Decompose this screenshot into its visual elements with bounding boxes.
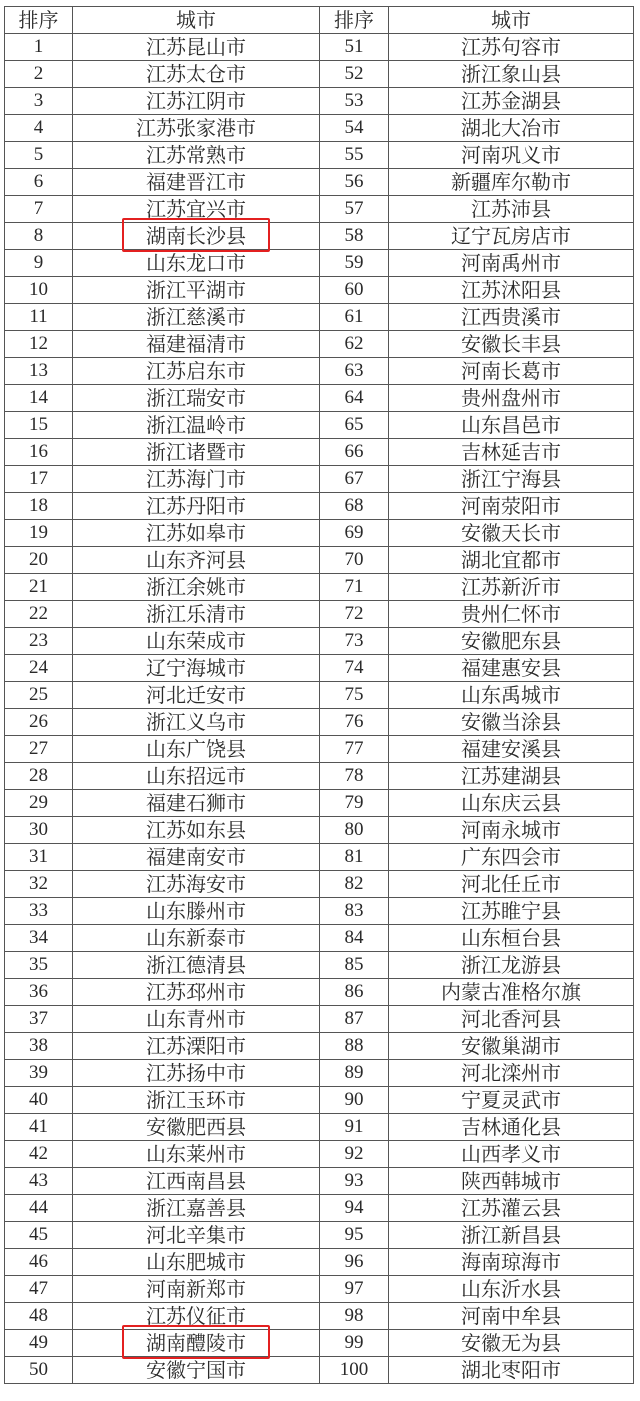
cell-city-left: 江苏海门市 xyxy=(73,466,320,493)
cell-rank-right: 57 xyxy=(320,196,389,223)
cell-rank-left: 6 xyxy=(5,169,73,196)
table-row xyxy=(5,547,634,574)
cell-rank-right: 62 xyxy=(320,331,389,358)
cell-rank-left: 49 xyxy=(5,1330,73,1357)
table-row xyxy=(5,601,634,628)
cell-city-right: 河南荥阳市 xyxy=(389,493,634,520)
cell-rank-left: 26 xyxy=(5,709,73,736)
highlight-box xyxy=(122,1325,270,1359)
cell-rank-left: 40 xyxy=(5,1087,73,1114)
table-row xyxy=(5,574,634,601)
cell-rank-left: 47 xyxy=(5,1276,73,1303)
table-row xyxy=(5,520,634,547)
table-row xyxy=(5,223,634,250)
cell-rank-right: 74 xyxy=(320,655,389,682)
cell-city-right: 山东禹城市 xyxy=(389,682,634,709)
table-row xyxy=(5,196,634,223)
cell-rank-left: 32 xyxy=(5,871,73,898)
cell-city-right: 福建安溪县 xyxy=(389,736,634,763)
cell-city-left: 河北迁安市 xyxy=(73,682,320,709)
header-city-right: 城市 xyxy=(389,7,634,34)
cell-city-right: 河南禹州市 xyxy=(389,250,634,277)
cell-rank-right: 52 xyxy=(320,61,389,88)
cell-rank-left: 50 xyxy=(5,1357,73,1384)
cell-city-right: 安徽肥东县 xyxy=(389,628,634,655)
cell-rank-right: 68 xyxy=(320,493,389,520)
table-row xyxy=(5,628,634,655)
cell-city-left: 江西南昌县 xyxy=(73,1168,320,1195)
table-row xyxy=(5,1060,634,1087)
cell-city-left: 浙江玉环市 xyxy=(73,1087,320,1114)
cell-city-right: 浙江龙游县 xyxy=(389,952,634,979)
cell-rank-right: 82 xyxy=(320,871,389,898)
table-row xyxy=(5,925,634,952)
cell-rank-right: 97 xyxy=(320,1276,389,1303)
cell-city-right: 江苏建湖县 xyxy=(389,763,634,790)
cell-city-left: 浙江嘉善县 xyxy=(73,1195,320,1222)
cell-rank-left: 8 xyxy=(5,223,73,250)
cell-rank-left: 24 xyxy=(5,655,73,682)
table-row xyxy=(5,331,634,358)
cell-rank-left: 39 xyxy=(5,1060,73,1087)
header-rank-right: 排序 xyxy=(320,7,389,34)
cell-rank-right: 78 xyxy=(320,763,389,790)
cell-rank-right: 88 xyxy=(320,1033,389,1060)
cell-city-left: 浙江慈溪市 xyxy=(73,304,320,331)
cell-city-left: 江苏宜兴市 xyxy=(73,196,320,223)
table-row xyxy=(5,682,634,709)
cell-city-right: 山东沂水县 xyxy=(389,1276,634,1303)
cell-city-right: 浙江宁海县 xyxy=(389,466,634,493)
cell-rank-right: 66 xyxy=(320,439,389,466)
table-body xyxy=(5,34,634,1384)
table-row xyxy=(5,1168,634,1195)
cell-city-left: 湖南长沙县 xyxy=(73,223,320,250)
cell-rank-left: 48 xyxy=(5,1303,73,1330)
cell-city-left: 江苏丹阳市 xyxy=(73,493,320,520)
table-row xyxy=(5,1087,634,1114)
cell-city-left: 山东荣成市 xyxy=(73,628,320,655)
cell-city-left: 浙江乐清市 xyxy=(73,601,320,628)
cell-rank-right: 76 xyxy=(320,709,389,736)
cell-city-left: 山东齐河县 xyxy=(73,547,320,574)
cell-city-left: 江苏仪征市 xyxy=(73,1303,320,1330)
cell-city-left: 山东莱州市 xyxy=(73,1141,320,1168)
table-row xyxy=(5,952,634,979)
cell-city-left: 安徽宁国市 xyxy=(73,1357,320,1384)
table-row xyxy=(5,655,634,682)
cell-city-right: 吉林通化县 xyxy=(389,1114,634,1141)
cell-city-right: 海南琼海市 xyxy=(389,1249,634,1276)
cell-rank-right: 60 xyxy=(320,277,389,304)
table-row xyxy=(5,790,634,817)
cell-rank-right: 91 xyxy=(320,1114,389,1141)
cell-rank-right: 100 xyxy=(320,1357,389,1384)
cell-city-right: 江苏灌云县 xyxy=(389,1195,634,1222)
table-row xyxy=(5,979,634,1006)
header-row xyxy=(5,7,634,34)
cell-rank-left: 10 xyxy=(5,277,73,304)
cell-city-left: 辽宁海城市 xyxy=(73,655,320,682)
cell-rank-right: 81 xyxy=(320,844,389,871)
cell-city-right: 浙江象山县 xyxy=(389,61,634,88)
cell-rank-right: 55 xyxy=(320,142,389,169)
cell-rank-right: 84 xyxy=(320,925,389,952)
table-row xyxy=(5,61,634,88)
cell-rank-right: 92 xyxy=(320,1141,389,1168)
cell-rank-right: 98 xyxy=(320,1303,389,1330)
cell-rank-right: 73 xyxy=(320,628,389,655)
cell-rank-right: 89 xyxy=(320,1060,389,1087)
cell-city-right: 河北滦州市 xyxy=(389,1060,634,1087)
cell-city-right: 江苏金湖县 xyxy=(389,88,634,115)
header-rank-left: 排序 xyxy=(5,7,73,34)
table-row xyxy=(5,1141,634,1168)
cell-rank-right: 94 xyxy=(320,1195,389,1222)
cell-city-right: 内蒙古准格尔旗 xyxy=(389,979,634,1006)
cell-rank-left: 22 xyxy=(5,601,73,628)
cell-rank-right: 79 xyxy=(320,790,389,817)
cell-city-right: 江苏句容市 xyxy=(389,34,634,61)
cell-rank-left: 30 xyxy=(5,817,73,844)
cell-rank-left: 17 xyxy=(5,466,73,493)
table-row xyxy=(5,1114,634,1141)
cell-city-left: 山东招远市 xyxy=(73,763,320,790)
cell-city-left: 浙江余姚市 xyxy=(73,574,320,601)
cell-rank-left: 15 xyxy=(5,412,73,439)
table-row xyxy=(5,1249,634,1276)
cell-city-left: 浙江瑞安市 xyxy=(73,385,320,412)
cell-city-right: 辽宁瓦房店市 xyxy=(389,223,634,250)
cell-rank-right: 69 xyxy=(320,520,389,547)
cell-city-left: 浙江诸暨市 xyxy=(73,439,320,466)
cell-city-right: 湖北宜都市 xyxy=(389,547,634,574)
cell-city-left: 江苏海安市 xyxy=(73,871,320,898)
table-row xyxy=(5,763,634,790)
cell-city-left: 江苏常熟市 xyxy=(73,142,320,169)
cell-rank-left: 16 xyxy=(5,439,73,466)
cell-city-right: 吉林延吉市 xyxy=(389,439,634,466)
cell-rank-right: 56 xyxy=(320,169,389,196)
table-row xyxy=(5,277,634,304)
cell-rank-right: 96 xyxy=(320,1249,389,1276)
cell-rank-right: 71 xyxy=(320,574,389,601)
cell-city-left: 浙江义乌市 xyxy=(73,709,320,736)
table-row xyxy=(5,34,634,61)
cell-rank-right: 59 xyxy=(320,250,389,277)
cell-rank-right: 77 xyxy=(320,736,389,763)
table-header xyxy=(5,7,634,34)
table-row xyxy=(5,439,634,466)
cell-rank-right: 86 xyxy=(320,979,389,1006)
table-row xyxy=(5,871,634,898)
table-row xyxy=(5,898,634,925)
cell-city-left: 山东广饶县 xyxy=(73,736,320,763)
table-row xyxy=(5,1303,634,1330)
cell-city-left: 江苏扬中市 xyxy=(73,1060,320,1087)
table-row xyxy=(5,1330,634,1357)
cell-city-left: 江苏太仓市 xyxy=(73,61,320,88)
cell-city-right: 河北任丘市 xyxy=(389,871,634,898)
cell-rank-right: 83 xyxy=(320,898,389,925)
ranking-table xyxy=(4,6,634,1384)
cell-city-left: 河北辛集市 xyxy=(73,1222,320,1249)
cell-rank-left: 25 xyxy=(5,682,73,709)
cell-city-left: 福建南安市 xyxy=(73,844,320,871)
table-row xyxy=(5,385,634,412)
cell-city-right: 河南中牟县 xyxy=(389,1303,634,1330)
cell-city-right: 河南永城市 xyxy=(389,817,634,844)
cell-rank-right: 58 xyxy=(320,223,389,250)
table-row xyxy=(5,142,634,169)
cell-rank-left: 38 xyxy=(5,1033,73,1060)
cell-rank-right: 75 xyxy=(320,682,389,709)
cell-rank-right: 93 xyxy=(320,1168,389,1195)
cell-rank-left: 19 xyxy=(5,520,73,547)
cell-rank-right: 85 xyxy=(320,952,389,979)
cell-city-right: 安徽当涂县 xyxy=(389,709,634,736)
cell-rank-right: 70 xyxy=(320,547,389,574)
cell-city-right: 安徽巢湖市 xyxy=(389,1033,634,1060)
cell-city-right: 湖北大冶市 xyxy=(389,115,634,142)
highlight-box xyxy=(122,218,270,252)
cell-rank-left: 33 xyxy=(5,898,73,925)
cell-rank-left: 18 xyxy=(5,493,73,520)
cell-rank-left: 3 xyxy=(5,88,73,115)
cell-rank-left: 13 xyxy=(5,358,73,385)
table-row xyxy=(5,709,634,736)
cell-rank-left: 45 xyxy=(5,1222,73,1249)
cell-rank-left: 42 xyxy=(5,1141,73,1168)
cell-rank-right: 53 xyxy=(320,88,389,115)
cell-city-right: 江苏新沂市 xyxy=(389,574,634,601)
cell-city-left: 江苏溧阳市 xyxy=(73,1033,320,1060)
cell-rank-right: 54 xyxy=(320,115,389,142)
cell-rank-left: 12 xyxy=(5,331,73,358)
cell-rank-left: 46 xyxy=(5,1249,73,1276)
cell-rank-left: 41 xyxy=(5,1114,73,1141)
header-city-left: 城市 xyxy=(73,7,320,34)
cell-city-left: 江苏邳州市 xyxy=(73,979,320,1006)
cell-city-right: 山西孝义市 xyxy=(389,1141,634,1168)
table-row xyxy=(5,304,634,331)
cell-city-right: 江苏沛县 xyxy=(389,196,634,223)
cell-city-left: 浙江平湖市 xyxy=(73,277,320,304)
cell-city-right: 山东桓台县 xyxy=(389,925,634,952)
cell-rank-left: 11 xyxy=(5,304,73,331)
table-row xyxy=(5,169,634,196)
cell-city-right: 江苏睢宁县 xyxy=(389,898,634,925)
cell-rank-left: 14 xyxy=(5,385,73,412)
table-row xyxy=(5,1357,634,1384)
cell-city-right: 福建惠安县 xyxy=(389,655,634,682)
cell-rank-left: 27 xyxy=(5,736,73,763)
cell-rank-left: 31 xyxy=(5,844,73,871)
cell-city-left: 福建石狮市 xyxy=(73,790,320,817)
cell-rank-right: 61 xyxy=(320,304,389,331)
cell-rank-left: 29 xyxy=(5,790,73,817)
cell-rank-right: 72 xyxy=(320,601,389,628)
cell-rank-left: 43 xyxy=(5,1168,73,1195)
cell-rank-left: 2 xyxy=(5,61,73,88)
cell-rank-left: 20 xyxy=(5,547,73,574)
cell-rank-left: 9 xyxy=(5,250,73,277)
cell-city-left: 浙江德清县 xyxy=(73,952,320,979)
cell-rank-right: 67 xyxy=(320,466,389,493)
table-row xyxy=(5,817,634,844)
cell-rank-left: 37 xyxy=(5,1006,73,1033)
cell-city-right: 陕西韩城市 xyxy=(389,1168,634,1195)
cell-city-left: 河南新郑市 xyxy=(73,1276,320,1303)
cell-city-left: 浙江温岭市 xyxy=(73,412,320,439)
cell-city-left: 江苏张家港市 xyxy=(73,115,320,142)
table-row xyxy=(5,1195,634,1222)
table-row xyxy=(5,1276,634,1303)
cell-city-left: 山东青州市 xyxy=(73,1006,320,1033)
cell-city-left: 江苏启东市 xyxy=(73,358,320,385)
cell-city-right: 贵州仁怀市 xyxy=(389,601,634,628)
table-row xyxy=(5,358,634,385)
cell-city-right: 河北香河县 xyxy=(389,1006,634,1033)
table-row xyxy=(5,250,634,277)
cell-city-right: 安徽天长市 xyxy=(389,520,634,547)
cell-rank-left: 36 xyxy=(5,979,73,1006)
cell-rank-left: 23 xyxy=(5,628,73,655)
table-row xyxy=(5,1006,634,1033)
cell-rank-right: 64 xyxy=(320,385,389,412)
cell-city-right: 湖北枣阳市 xyxy=(389,1357,634,1384)
cell-city-left: 山东新泰市 xyxy=(73,925,320,952)
cell-rank-left: 44 xyxy=(5,1195,73,1222)
cell-rank-right: 51 xyxy=(320,34,389,61)
cell-city-right: 贵州盘州市 xyxy=(389,385,634,412)
cell-rank-left: 28 xyxy=(5,763,73,790)
cell-rank-right: 80 xyxy=(320,817,389,844)
cell-rank-left: 35 xyxy=(5,952,73,979)
cell-city-left: 江苏江阴市 xyxy=(73,88,320,115)
cell-city-right: 广东四会市 xyxy=(389,844,634,871)
cell-city-left: 江苏如皋市 xyxy=(73,520,320,547)
table-row xyxy=(5,466,634,493)
table-row xyxy=(5,844,634,871)
cell-city-left: 江苏如东县 xyxy=(73,817,320,844)
cell-city-right: 山东昌邑市 xyxy=(389,412,634,439)
cell-city-right: 河南巩义市 xyxy=(389,142,634,169)
cell-city-left: 山东滕州市 xyxy=(73,898,320,925)
cell-city-right: 河南长葛市 xyxy=(389,358,634,385)
cell-rank-left: 4 xyxy=(5,115,73,142)
cell-city-right: 新疆库尔勒市 xyxy=(389,169,634,196)
table-row xyxy=(5,736,634,763)
cell-city-left: 江苏昆山市 xyxy=(73,34,320,61)
cell-city-right: 山东庆云县 xyxy=(389,790,634,817)
cell-rank-right: 65 xyxy=(320,412,389,439)
cell-city-right: 宁夏灵武市 xyxy=(389,1087,634,1114)
cell-rank-left: 21 xyxy=(5,574,73,601)
cell-rank-left: 7 xyxy=(5,196,73,223)
table-row xyxy=(5,412,634,439)
cell-city-right: 安徽长丰县 xyxy=(389,331,634,358)
cell-rank-left: 1 xyxy=(5,34,73,61)
cell-rank-right: 90 xyxy=(320,1087,389,1114)
cell-rank-right: 87 xyxy=(320,1006,389,1033)
table-row xyxy=(5,115,634,142)
table-row xyxy=(5,88,634,115)
cell-rank-right: 95 xyxy=(320,1222,389,1249)
cell-city-right: 江西贵溪市 xyxy=(389,304,634,331)
cell-city-left: 山东龙口市 xyxy=(73,250,320,277)
cell-city-left: 安徽肥西县 xyxy=(73,1114,320,1141)
table-row xyxy=(5,1033,634,1060)
cell-rank-right: 99 xyxy=(320,1330,389,1357)
cell-rank-right: 63 xyxy=(320,358,389,385)
cell-rank-left: 34 xyxy=(5,925,73,952)
cell-rank-left: 5 xyxy=(5,142,73,169)
cell-city-left: 福建福清市 xyxy=(73,331,320,358)
cell-city-right: 浙江新昌县 xyxy=(389,1222,634,1249)
table-row xyxy=(5,1222,634,1249)
cell-city-right: 江苏沭阳县 xyxy=(389,277,634,304)
cell-city-left: 湖南醴陵市 xyxy=(73,1330,320,1357)
cell-city-right: 安徽无为县 xyxy=(389,1330,634,1357)
cell-city-left: 山东肥城市 xyxy=(73,1249,320,1276)
table-row xyxy=(5,493,634,520)
cell-city-left: 福建晋江市 xyxy=(73,169,320,196)
